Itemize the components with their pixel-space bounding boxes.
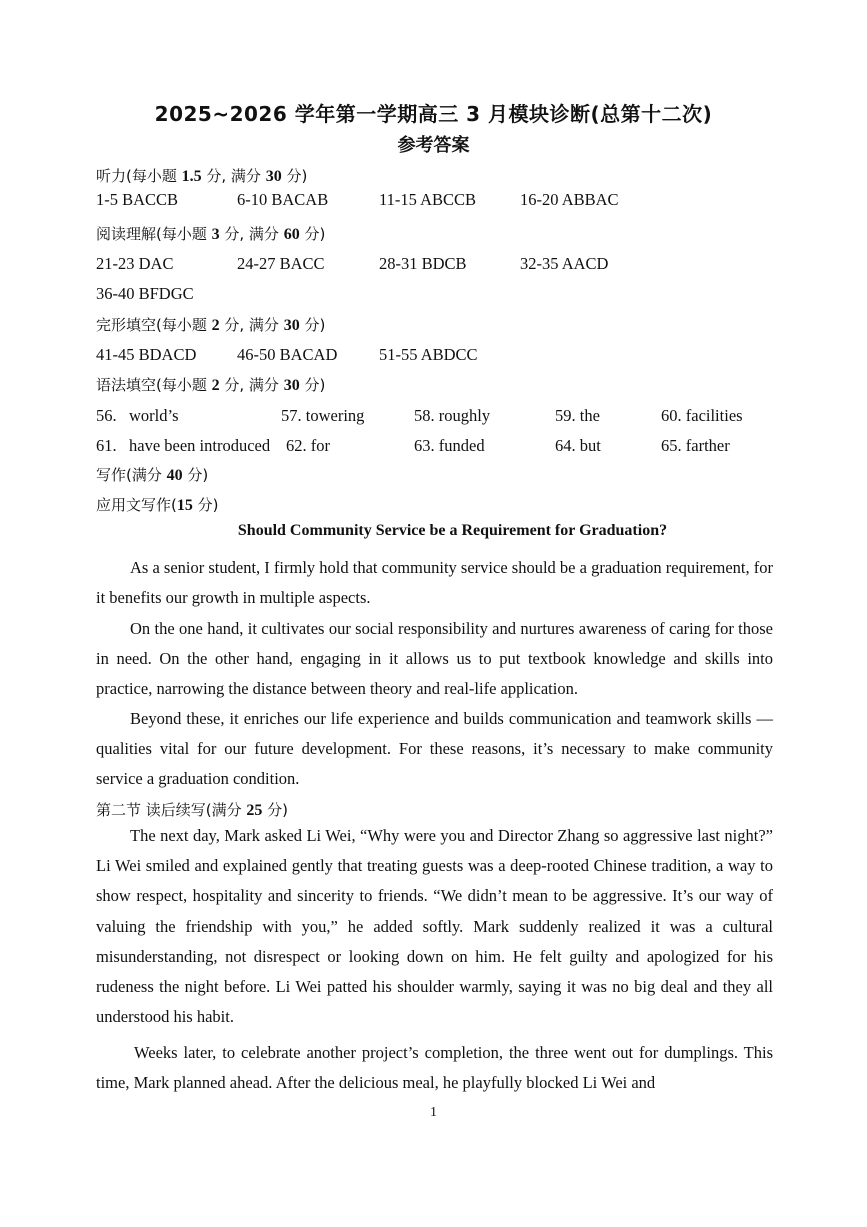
grammar-answer: 63. funded [414,436,485,455]
page-title: 2025~2026 学年第一学期高三 3 月模块诊断(总第十二次) [154,102,713,126]
essay-paragraph: As a senior student, I firmly hold that community service should be a graduation requirement, for it benefits our growth in multiple aspects. [96,558,773,608]
reading-answers-row-2 [0,284,867,306]
grammar-answer: 56. world’s [96,406,179,425]
section-reading-heading: 阅读理解(每小题 3 分, 满分 60 分) [96,225,326,243]
answer-group: 1-5 BACCB [96,190,179,209]
reading-answers-row [0,254,867,276]
answer-group: 11-15 ABCCB [379,190,477,209]
answer-group: 28-31 BDCB [379,254,467,273]
grammar-answer: 59. the [555,406,600,425]
answer-group: 32-35 AACD [520,254,609,273]
cloze-answers-row [0,345,867,367]
page-subtitle: 参考答案 [397,135,470,156]
section-cloze-heading: 完形填空(每小题 2 分, 满分 30 分) [96,316,326,334]
grammar-answer: 58. roughly [414,406,491,425]
grammar-answer: 57. towering [281,406,365,425]
grammar-answer: 61. have been introduced [96,436,271,455]
section-continuation-heading: 第二节 读后续写(满分 25 分) [96,801,289,819]
answer-group: 16-20 ABBAC [520,190,619,209]
answer-group: 46-50 BACAD [237,345,338,364]
grammar-answer: 65. farther [661,436,730,455]
grammar-answer: 62. for [286,436,330,455]
continuation-paragraph: Weeks later, to celebrate another project’s completion, the three went out for dumplings. This time, Mark planned ahead. After the delicious meal, he playfully blocked Li Wei and [96,1043,773,1093]
answer-group: 51-55 ABDCC [379,345,478,364]
answer-group: 24-27 BACC [237,254,325,273]
answer-group: 41-45 BDACD [96,345,197,364]
section-writing-heading: 写作(满分 40 分) [96,466,209,484]
answer-group: 21-23 DAC [96,254,174,273]
grammar-answer: 64. but [555,436,601,455]
continuation-paragraph: The next day, Mark asked Li Wei, “Why were you and Director Zhang so aggressive last night?” Li Wei smiled and explained gently that treating guests was a deep-rooted Chinese tradition, a way to show respect, hospitality and sincerity to friends. “We didn’t mean to be aggressive. It’s our way of valuing the friendship with you,” he added softly. Mark suddenly realized it was a cultural misunderstanding, not disrespect or looking down on him. He felt guilty and apologized for his rudeness the night before. Li Wei patted his shoulder warmly, saying it was no big deal and they all understood his habit. [96,826,773,1027]
section-grammar-heading: 语法填空(每小题 2 分, 满分 30 分) [96,376,326,394]
essay-paragraph: Beyond these, it enriches our life experience and builds communication and teamwork skills — qualities vital for our future development. For these reasons, it’s necessary to make community service a graduation condition. [96,709,773,789]
section-listening-heading: 听力(每小题 1.5 分, 满分 30 分) [96,167,308,185]
essay-title: Should Community Service be a Requirement for Graduation? [237,522,668,539]
section-practical-writing-heading: 应用文写作(15 分) [96,496,219,514]
essay-paragraph: On the one hand, it cultivates our social responsibility and nurtures awareness of caring for those in need. On the other hand, engaging in it allows us to put textbook knowledge and skills into practice, narrowing the distance between theory and real-life application. [96,619,773,699]
grammar-answers-row-2 [0,436,867,458]
grammar-answers-row [0,406,867,428]
answer-group: 36-40 BFDGC [96,284,194,303]
listening-answers-row [0,190,867,212]
page-number: 1 [430,1105,437,1120]
grammar-answer: 60. facilities [661,406,743,425]
answer-group: 6-10 BACAB [237,190,329,209]
